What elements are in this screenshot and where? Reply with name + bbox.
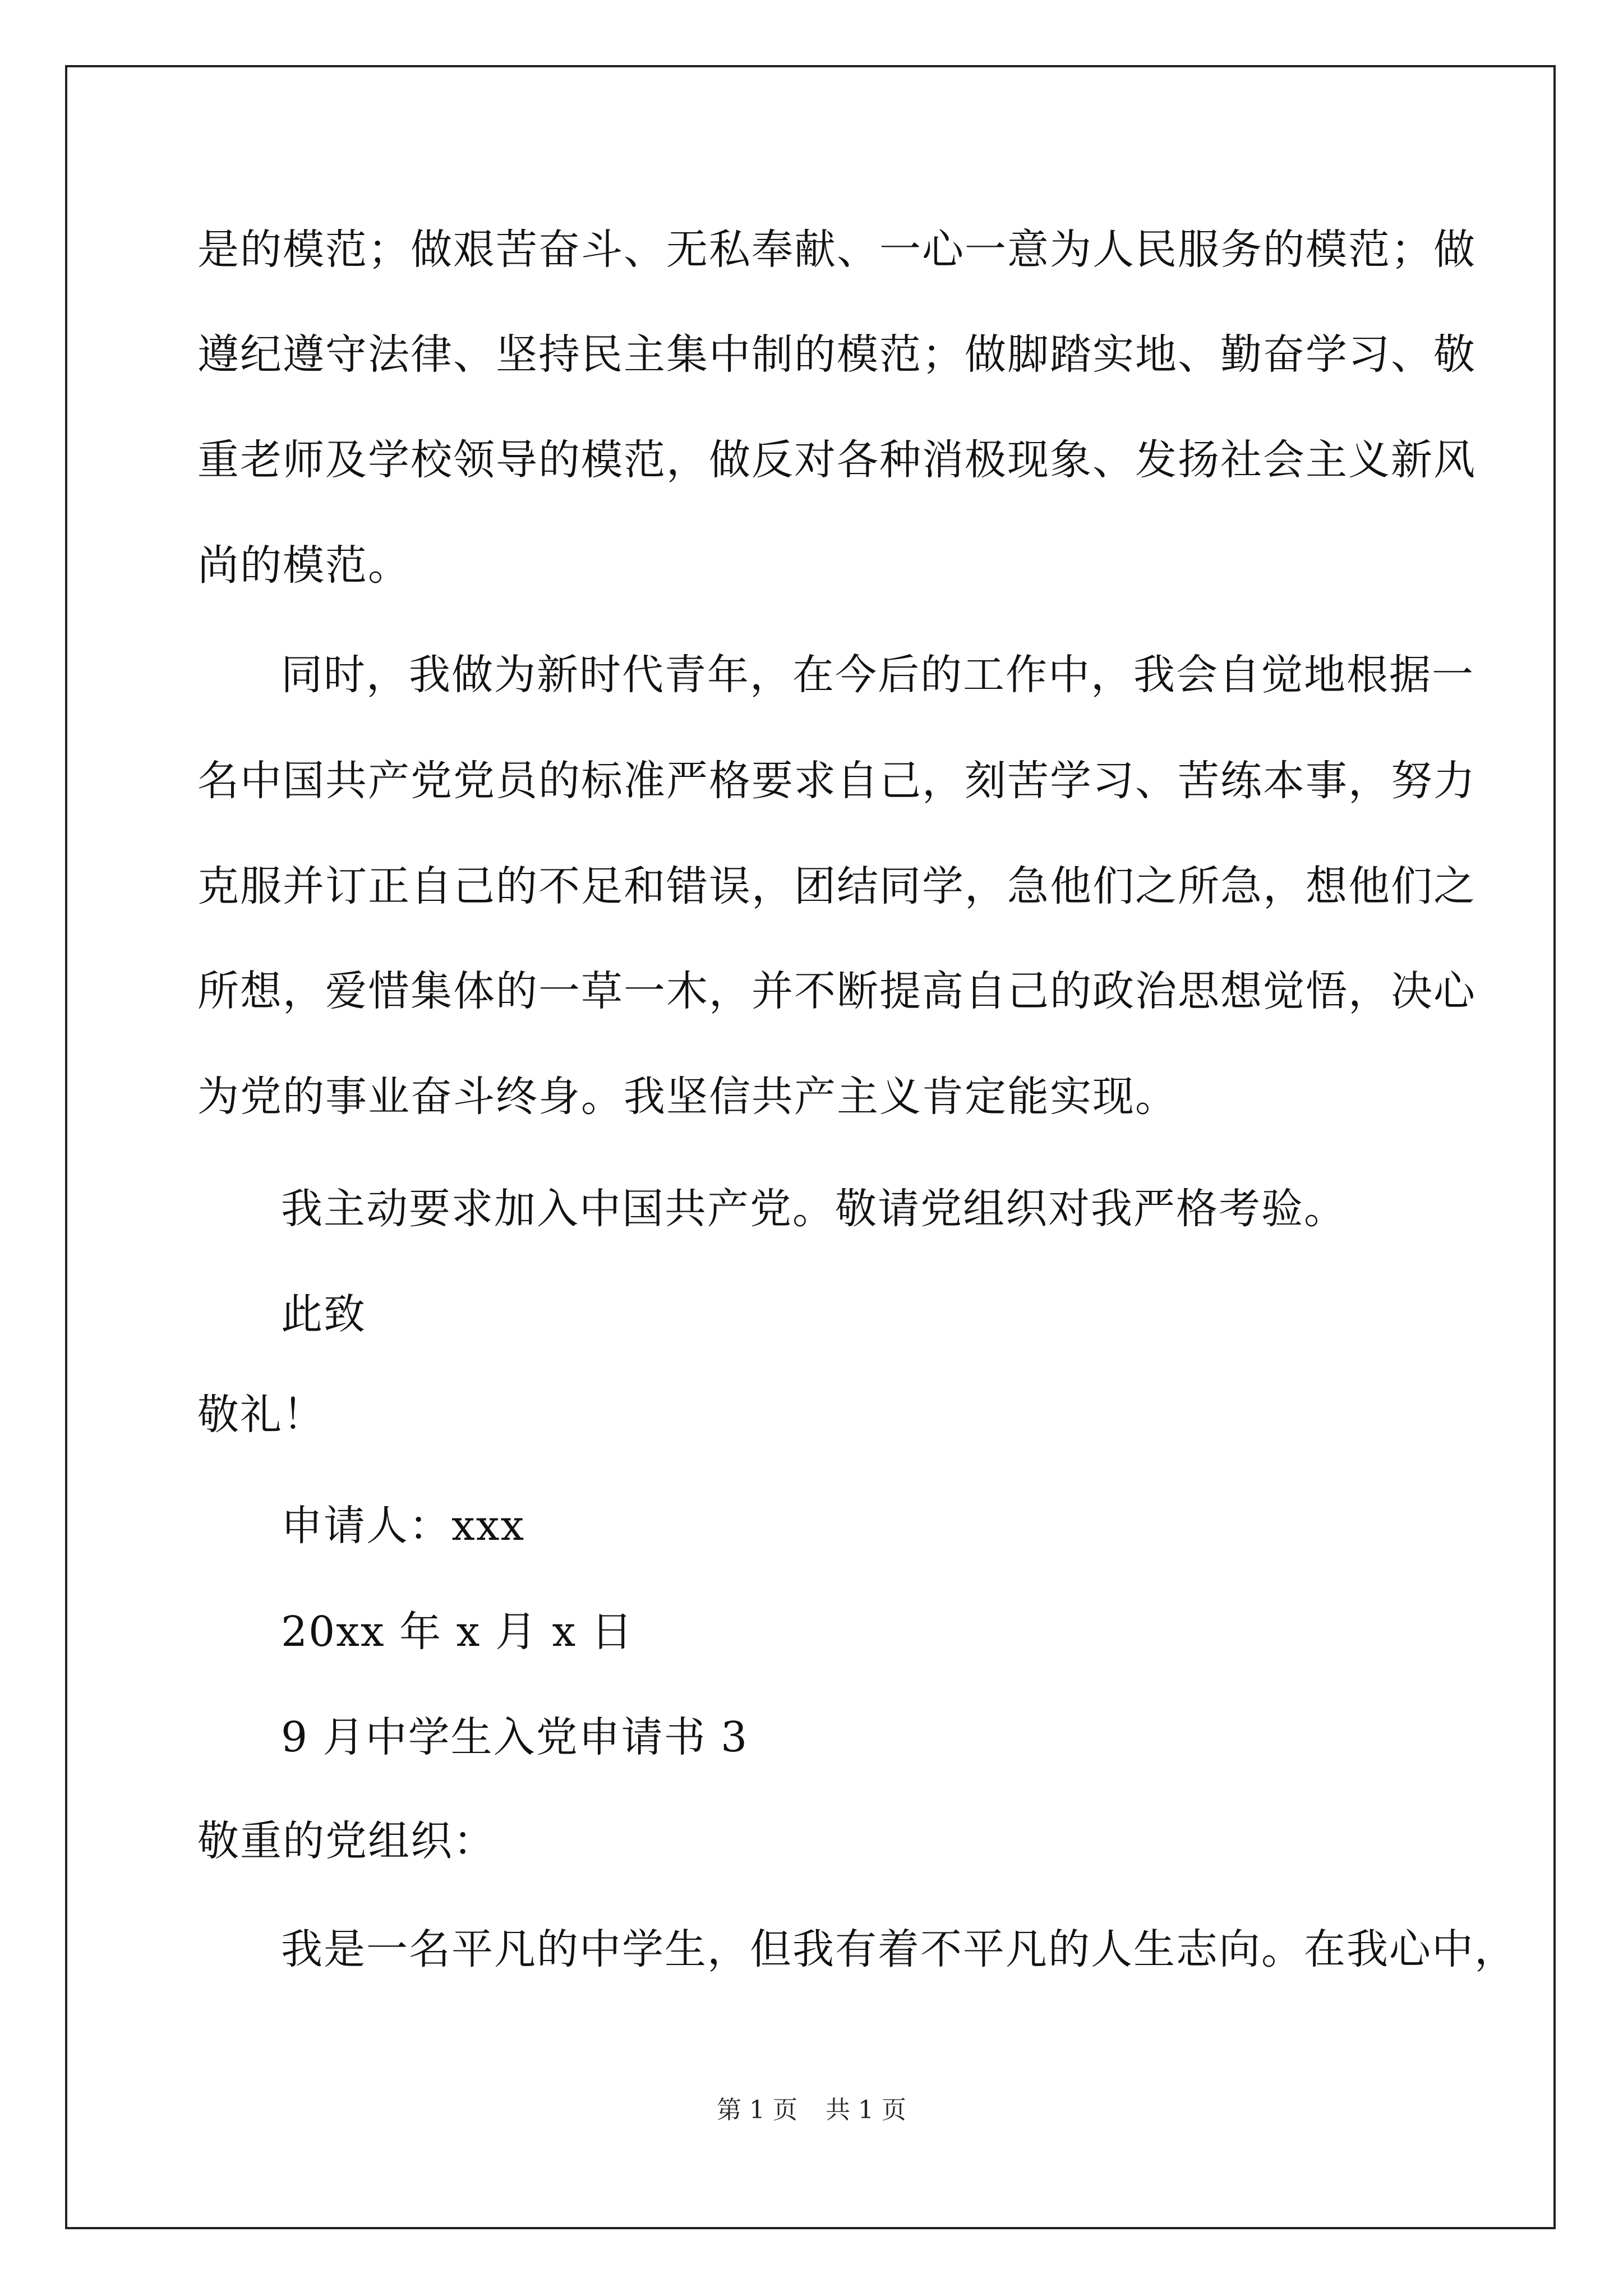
applicant-signature: 申请人：xxx	[281, 1502, 525, 1550]
page-number: 第 1 页	[717, 2096, 797, 2124]
closing-salutation: 此致	[281, 1290, 366, 1338]
paragraph-line: 我是一名平凡的中学生，但我有着不平凡的人生志向。在我心中，	[281, 1925, 1517, 1973]
greeting: 敬重的党组织：	[197, 1817, 496, 1865]
paragraph-line: 是的模范；做艰苦奋斗、无私奉献、一心一意为人民服务的模范；做	[197, 226, 1476, 274]
paragraph-line: 为党的事业奋斗终身。我坚信共产主义肯定能实现。	[197, 1073, 1178, 1121]
closing-regards: 敬礼！	[197, 1391, 325, 1439]
paragraph-line: 我主动要求加入中国共产党。敬请党组织对我严格考验。	[281, 1185, 1347, 1233]
paragraph-line: 尚的模范。	[197, 541, 411, 590]
page-border	[65, 65, 1556, 2229]
paragraph-line: 名中国共产党党员的标准严格要求自己，刻苦学习、苦练本事，努力	[197, 757, 1476, 805]
paragraph-line: 所想，爱惜集体的一草一木，并不断提高自己的政治思想觉悟，决心	[197, 967, 1476, 1015]
paragraph-line: 遵纪遵守法律、坚持民主集中制的模范；做脚踏实地、勤奋学习、敬	[197, 330, 1476, 379]
page-footer	[0, 2093, 1623, 2127]
date-line: 20xx 年 x 月 x 日	[281, 1608, 634, 1656]
section-heading: 9 月中学生入党申请书 3	[281, 1713, 749, 1761]
paragraph-line: 重老师及学校领导的模范，做反对各种消极现象、发扬社会主义新风	[197, 436, 1476, 484]
page-total: 共 1 页	[826, 2096, 906, 2124]
paragraph-line: 同时，我做为新时代青年，在今后的工作中，我会自觉地根据一	[281, 651, 1474, 699]
paragraph-line: 克服并订正自己的不足和错误，团结同学，急他们之所急，想他们之	[197, 862, 1476, 910]
